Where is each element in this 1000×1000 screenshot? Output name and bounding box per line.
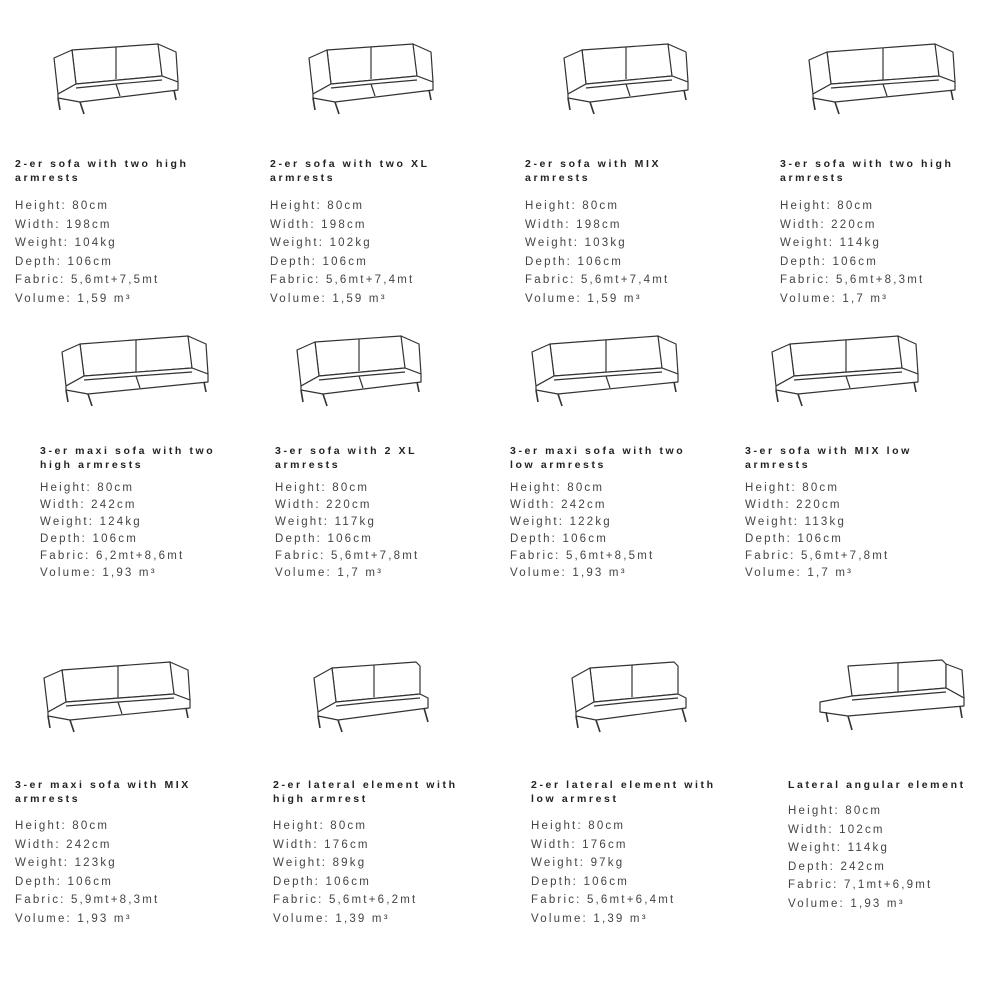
spec-height: Height: 80cm [15,200,110,212]
spec-depth: Depth: 106cm [745,533,843,545]
spec-weight: Weight: 102kg [270,237,372,249]
spec-width: Width: 220cm [780,218,877,231]
product-title [273,778,458,806]
product-title-line-1: 3-er maxi sofa with two [510,445,686,457]
spec-width: Width: 242cm [15,838,112,851]
product-title-line-2: armrests [275,459,341,471]
sofa-drawing [560,38,700,118]
sofa-drawing [58,330,218,410]
spec-fabric: Fabric: 5,6mt+7,4mt [270,274,415,286]
spec-height: Height: 80cm [40,482,135,494]
product-title-line-1: 3-er sofa with MIX low [745,445,912,457]
spec-volume: Volume: 1,7 m³ [745,567,854,579]
product-title-line-1: 2-er sofa with MIX [525,158,662,170]
product-title-line-1: 3-er sofa with two high [780,158,954,170]
spec-volume: Volume: 1,59 m³ [525,292,642,305]
product-title-line-2: high armrests [40,459,144,471]
spec-weight: Weight: 124kg [40,516,142,528]
spec-width: Width: 198cm [270,218,367,231]
product-specs [780,197,924,308]
product-specs [40,480,184,582]
spec-depth: Depth: 106cm [40,533,138,545]
spec-weight: Weight: 103kg [525,237,627,249]
product-title-line-1: 3-er maxi sofa with two [40,445,216,457]
product-title-line-1: 2-er lateral element with [273,779,458,791]
product-title-line-2: armrests [525,172,591,184]
product-title-line-1: 2-er lateral element with [531,779,716,791]
spec-weight: Weight: 117kg [275,516,377,528]
spec-fabric: Fabric: 5,6mt+7,8mt [745,550,890,562]
spec-depth: Depth: 106cm [531,875,629,888]
spec-volume: Volume: 1,93 m³ [510,567,627,579]
sofa-drawing [768,330,928,410]
spec-height: Height: 80cm [270,200,365,212]
spec-depth: Depth: 106cm [510,533,608,545]
product-title-line-2: armrests [15,793,81,805]
sofa-drawing [308,656,448,736]
sofa-drawing [528,330,688,410]
sofa-drawing [305,38,445,118]
spec-width: Width: 242cm [510,499,607,511]
product-title-line-1: Lateral angular element [788,779,966,791]
spec-fabric: Fabric: 5,6mt+8,3mt [780,274,925,286]
spec-height: Height: 80cm [531,820,626,832]
spec-depth: Depth: 106cm [273,875,371,888]
spec-height: Height: 80cm [15,820,110,832]
sofa-drawing [818,656,968,736]
spec-width: Width: 242cm [40,499,137,511]
spec-fabric: Fabric: 6,2mt+8,6mt [40,550,185,562]
spec-weight: Weight: 114kg [788,842,890,854]
spec-depth: Depth: 106cm [15,875,113,888]
product-specs [15,197,159,308]
spec-fabric: Fabric: 7,1mt+6,9mt [788,879,933,891]
product-title [780,157,954,185]
sofa-drawing [50,38,190,118]
spec-fabric: Fabric: 5,6mt+7,4mt [525,274,670,286]
product-title-line-1: 3-er maxi sofa with MIX [15,779,191,791]
product-title-line-2: high armrest [273,793,368,805]
product-title [275,444,417,472]
spec-volume: Volume: 1,7 m³ [275,567,384,579]
spec-depth: Depth: 106cm [780,255,878,268]
spec-fabric: Fabric: 5,6mt+7,5mt [15,274,160,286]
product-title-line-1: 2-er sofa with two high [15,158,189,170]
product-title [788,778,966,792]
spec-depth: Depth: 106cm [15,255,113,268]
product-title-line-1: 3-er sofa with 2 XL [275,445,418,457]
product-specs [525,197,669,308]
spec-weight: Weight: 97kg [531,857,625,869]
spec-weight: Weight: 104kg [15,237,117,249]
spec-fabric: Fabric: 5,6mt+6,2mt [273,894,418,906]
product-specs [510,480,654,582]
spec-volume: Volume: 1,59 m³ [270,292,387,305]
sofa-drawing [805,38,965,118]
spec-volume: Volume: 1,59 m³ [15,292,132,305]
sofa-drawing [40,656,200,736]
product-specs [745,480,889,582]
spec-fabric: Fabric: 5,6mt+7,8mt [275,550,420,562]
spec-volume: Volume: 1,93 m³ [15,912,132,925]
spec-volume: Volume: 1,39 m³ [531,912,648,925]
spec-volume: Volume: 1,93 m³ [788,897,905,910]
spec-fabric: Fabric: 5,6mt+6,4mt [531,894,676,906]
spec-depth: Depth: 106cm [525,255,623,268]
spec-weight: Weight: 122kg [510,516,612,528]
spec-width: Width: 176cm [531,838,628,851]
product-specs [788,802,932,913]
spec-volume: Volume: 1,39 m³ [273,912,390,925]
product-title-line-2: low armrest [531,793,619,805]
spec-weight: Weight: 114kg [780,237,882,249]
spec-height: Height: 80cm [275,482,370,494]
product-title-line-2: armrests [780,172,846,184]
spec-weight: Weight: 123kg [15,857,117,869]
sofa-drawing [566,656,706,736]
product-title-line-2: armrests [15,172,81,184]
spec-width: Width: 102cm [788,823,885,836]
spec-volume: Volume: 1,93 m³ [40,567,157,579]
spec-height: Height: 80cm [745,482,840,494]
spec-width: Width: 176cm [273,838,370,851]
spec-width: Width: 198cm [525,218,622,231]
spec-depth: Depth: 106cm [270,255,368,268]
product-title-line-2: armrests [745,459,811,471]
spec-fabric: Fabric: 5,6mt+8,5mt [510,550,655,562]
spec-width: Width: 220cm [745,499,842,511]
spec-height: Height: 80cm [780,200,875,212]
product-title [745,444,912,472]
sofa-drawing [293,330,433,410]
product-title [525,157,661,185]
spec-weight: Weight: 113kg [745,516,847,528]
spec-height: Height: 80cm [510,482,605,494]
spec-weight: Weight: 89kg [273,857,367,869]
spec-fabric: Fabric: 5,9mt+8,3mt [15,894,160,906]
product-specs [531,817,675,928]
product-title-line-1: 2-er sofa with two XL [270,158,430,170]
product-title [15,778,191,806]
product-title [15,157,189,185]
product-title [40,444,215,472]
product-title [531,778,716,806]
product-title [270,157,430,185]
product-specs [273,817,417,928]
spec-depth: Depth: 106cm [275,533,373,545]
spec-width: Width: 220cm [275,499,372,511]
spec-width: Width: 198cm [15,218,112,231]
product-title-line-2: armrests [270,172,336,184]
spec-volume: Volume: 1,7 m³ [780,292,889,305]
spec-height: Height: 80cm [788,805,883,817]
product-title [510,444,685,472]
product-title-line-2: low armrests [510,459,606,471]
product-specs [270,197,414,308]
product-specs [275,480,419,582]
spec-depth: Depth: 242cm [788,860,886,873]
spec-height: Height: 80cm [273,820,368,832]
product-specs [15,817,159,928]
spec-height: Height: 80cm [525,200,620,212]
